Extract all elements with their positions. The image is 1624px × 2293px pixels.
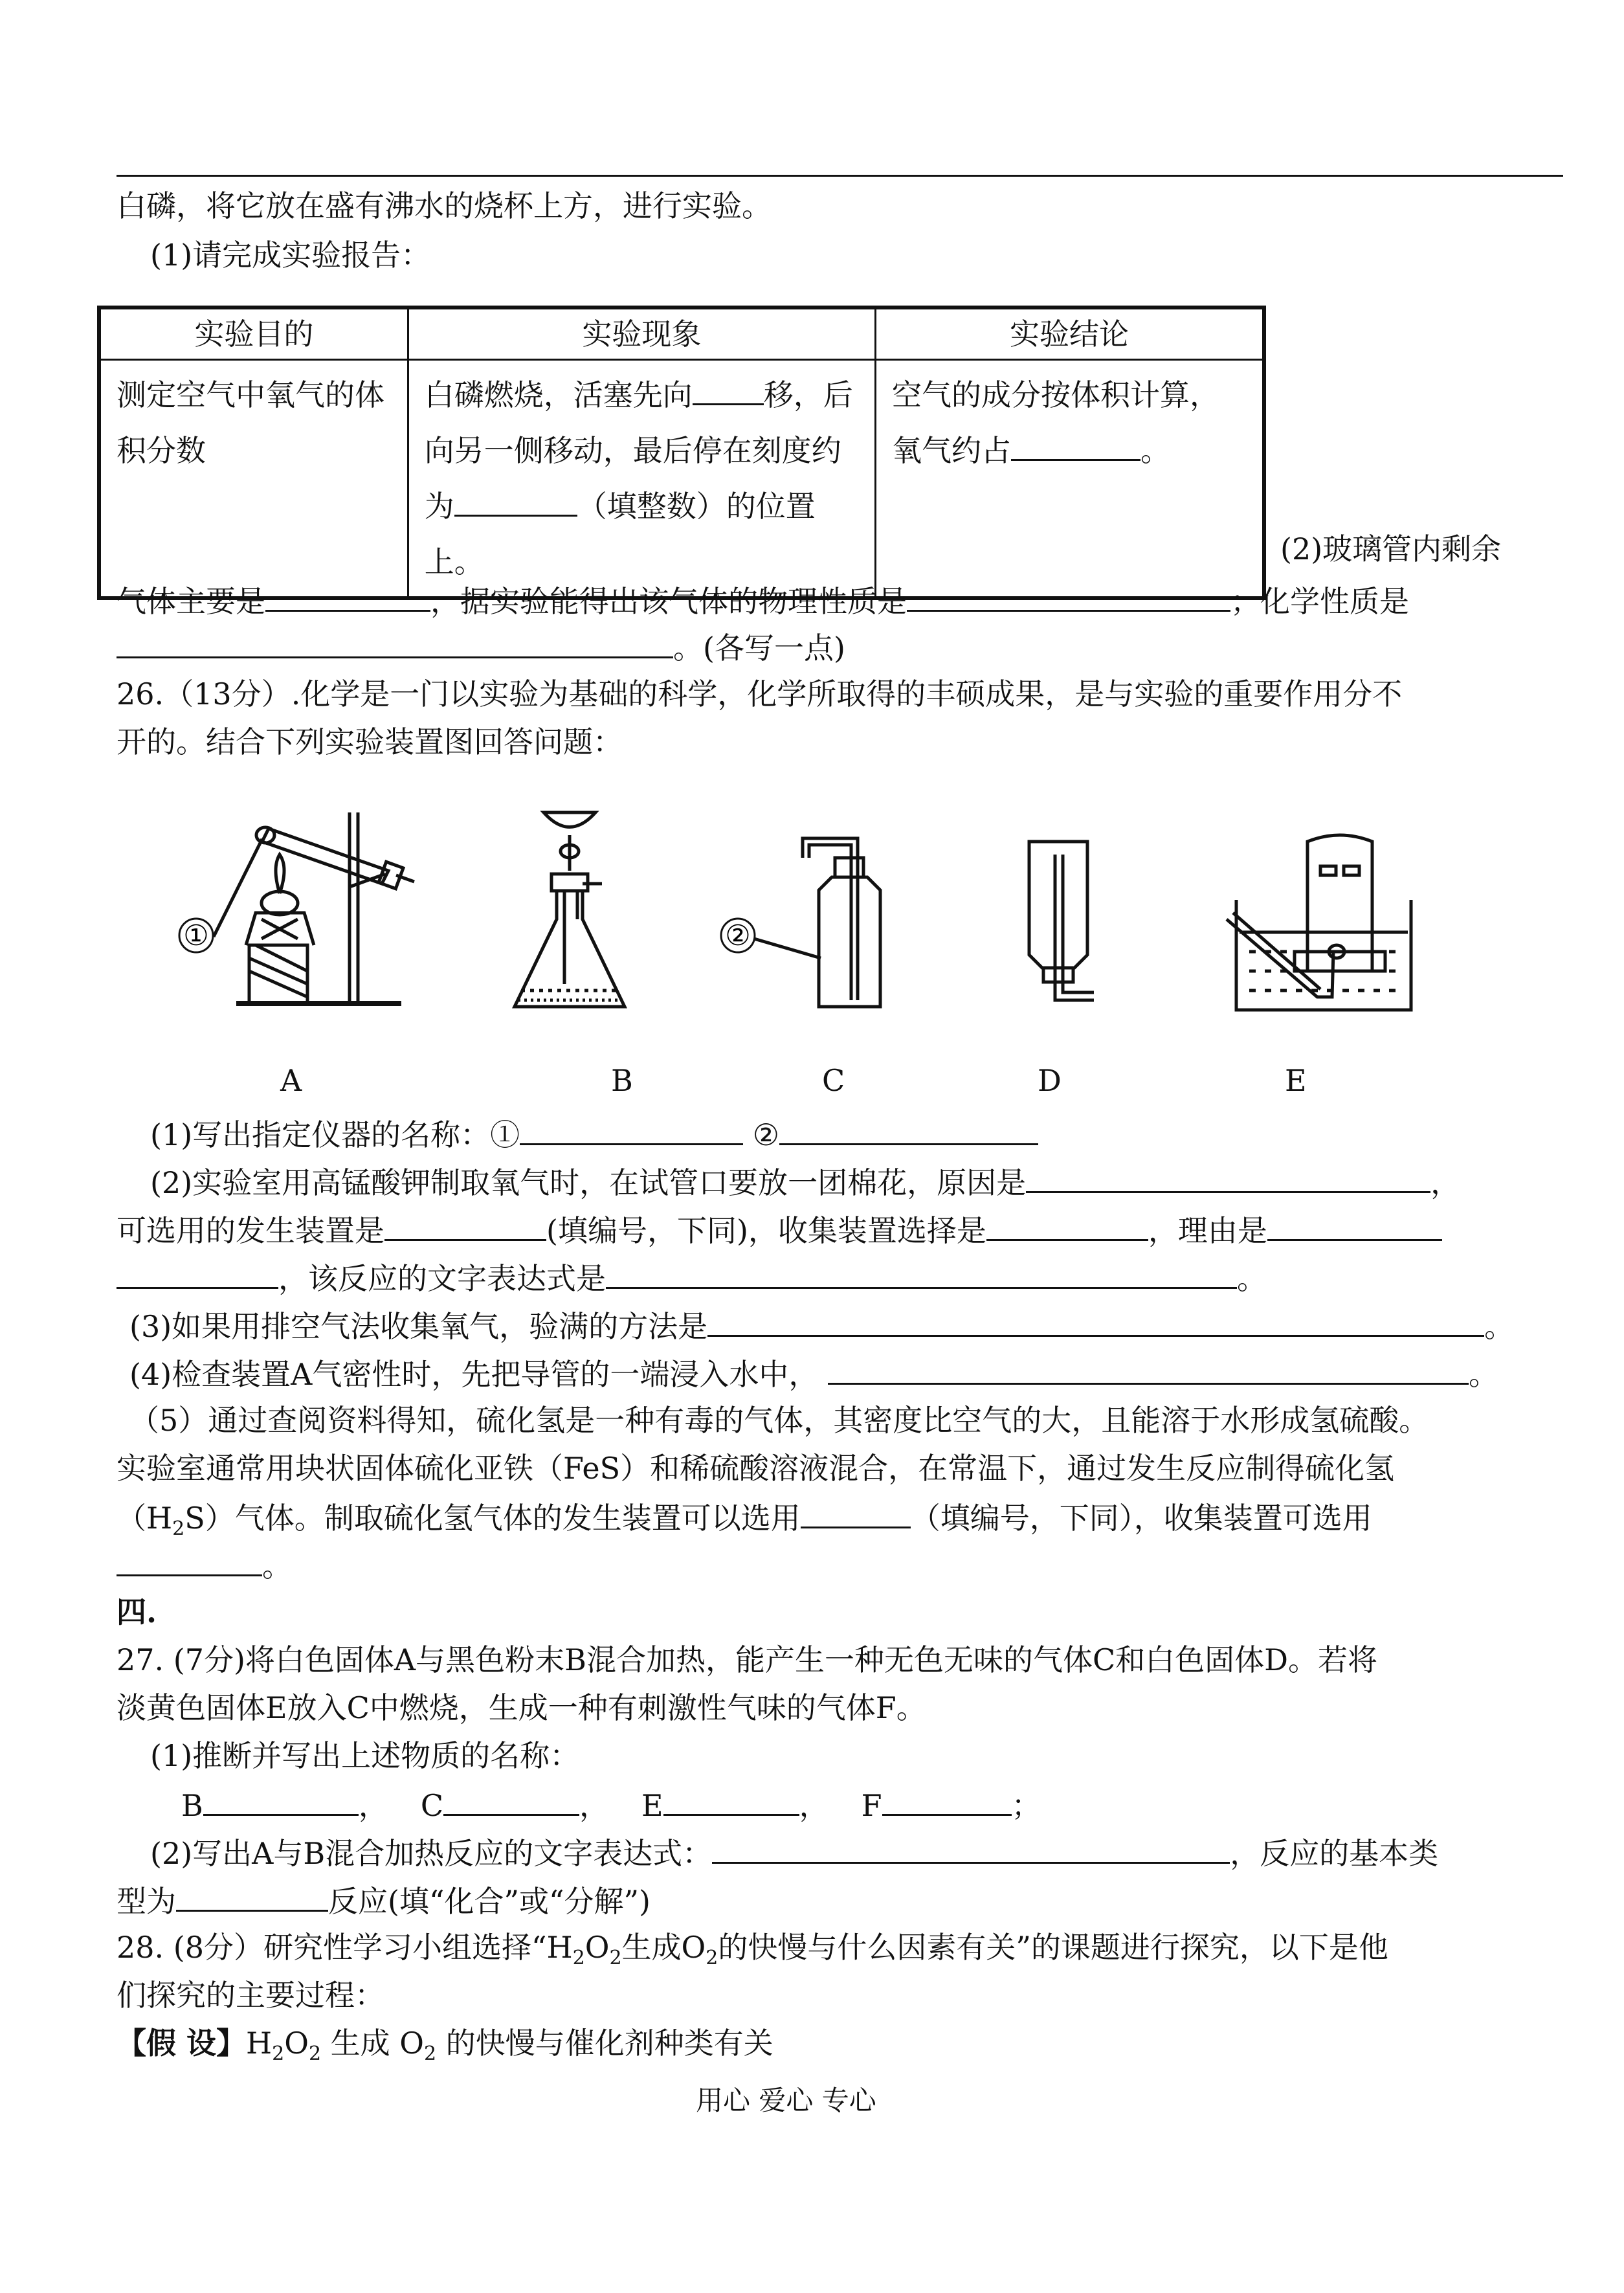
q27-stem-2: 淡黄色固体E放入C中燃烧，生成一种有刺激性气味的气体F。 [117,1690,926,1725]
q27-stem-1: 27. (7分)将白色固体A与黑色粉末B混合加热，能产生一种无色无味的气体C和白色固体D。若将 [117,1642,1378,1677]
header-phenomenon: 实验现象 [408,308,875,360]
blank-airtight-check[interactable] [828,1354,1469,1385]
label-d: D [1038,1063,1062,1098]
blank-h2s-collector[interactable] [117,1546,262,1576]
apparatus-e [1227,835,1411,1010]
q27-part-1-blanks: B ， C ， E ， F ； [181,1785,1041,1824]
q27-part-2b: 型为 反应(填“化合”或“分解”) [117,1881,651,1919]
label-c: C [822,1063,845,1098]
section-4-heading: 四. [117,1594,157,1629]
question-2-line: 气体主要是 ，据实验能得出该气体的物理性质是 ；化学性质是 [117,581,1409,620]
blank-e[interactable] [663,1785,799,1816]
q27-part-1: (1)推断并写出上述物质的名称： [150,1738,580,1773]
q26-part-2a: (2)实验室用高锰酸钾制取氧气时，在试管口要放一团棉花，原因是 ， [150,1163,1460,1201]
blank-reason-cont[interactable] [117,1258,278,1289]
q28-hypothesis: 【假 设】$H_2O_2$ 生成 $O_2$ 的快慢与催化剂种类有关 [117,2026,773,2066]
label-b: B [611,1063,633,1098]
blank-generator[interactable] [384,1211,546,1241]
question-2-start: (2)玻璃管内剩余 [1280,531,1502,566]
blank-b[interactable] [203,1785,359,1816]
blank-reason[interactable] [1267,1211,1442,1241]
apparatus-d [1029,842,1094,1000]
label-e: E [1285,1063,1307,1098]
header-purpose: 实验目的 [99,308,408,360]
question-1-prompt: (1)请完成实验报告： [150,238,431,273]
blank-reaction-type[interactable] [176,1881,328,1912]
phenomenon-text-3: （填整数）的位置上。 [424,489,816,579]
blank-instrument-1[interactable] [520,1115,743,1145]
q26-part-5c: $(H_2S)$气体。制取硫化氢气体的发生装置可以选用 （填编号，下同），收集装置可选用 [117,1498,1372,1547]
apparatus-c [754,838,880,1007]
apparatus-a [214,812,414,1003]
phenomenon-text-1: 白磷燃烧，活塞先向 [424,377,693,412]
blank-ab-equation[interactable] [712,1833,1230,1864]
blank-instrument-2[interactable] [779,1115,1038,1145]
blank-collector[interactable] [986,1211,1148,1241]
q26-part-4: (4)检查装置A气密性时，先把导管的一端浸入水中， 。 [129,1354,1498,1393]
blank-full-check[interactable] [707,1306,1484,1337]
q26-part-5d: 。 [117,1546,292,1584]
q27-part-2a: (2)写出A与B混合加热反应的文字表达式： ，反应的基本类 [150,1833,1438,1872]
q26-part-2b: 可选用的发生装置是 (填编号，下同)，收集装置选择是 ，理由是 [117,1211,1442,1249]
phenomenon-text-2: 移，后向另一侧移动，最后停在刻度约为 [424,377,853,524]
blank-c[interactable] [443,1785,579,1816]
blank-cotton-reason[interactable] [1026,1163,1430,1193]
q26-part-5b: 实验室通常用块状固体硫化亚铁（FeS）和稀硫酸溶液混合，在常温下，通过发生反应制得硫化氢 [117,1451,1395,1486]
q26-part-3: (3)如果用排空气法收集氧气，验满的方法是 。 [129,1306,1514,1345]
q28-stem-1: 28. (8分）研究性学习小组选择“$H_2O_2$生成$O_2$的快慢与什么因素有关”的课题进行探究，以下是他 [117,1930,1388,1970]
q26-stem-1: 26.（13分）.化学是一门以实验为基础的科学，化学所取得的丰硕成果，是与实验的重要作用分不 [117,677,1403,711]
blank-h2s-generator[interactable] [801,1498,911,1528]
conclusion-text-1: 空气的成分按体积计算，氧气约占 [891,377,1219,468]
blank-word-equation[interactable] [606,1258,1237,1289]
q28-stem-2: 们探究的主要过程： [117,1978,384,2013]
q26-part-2c: ，该反应的文字表达式是 。 [117,1258,1267,1297]
intro-line: 白磷，将它放在盛有沸水的烧杯上方，进行实验。 [117,188,772,223]
page-footer: 用心 爱心 专心 [696,2085,876,2116]
marker-2: ② [725,919,751,952]
apparatus-diagrams [0,0,1624,1101]
blank-f[interactable] [882,1785,1012,1816]
question-2-line-2: 。(各写一点) [117,628,845,666]
header-conclusion: 实验结论 [875,308,1264,360]
apparatus-b [515,812,625,1007]
label-a: A [280,1063,302,1098]
cell-purpose: 测定空气中氧气的体积分数 [99,360,408,599]
marker-1: ① [183,919,209,952]
conclusion-text-2: 。 [1140,433,1170,468]
q26-stem-2: 开的。结合下列实验装置图回答问题： [117,724,623,759]
q26-part-1: (1)写出指定仪器的名称：① ② [150,1115,1038,1153]
q26-part-5a: （5）通过查阅资料得知，硫化氢是一种有毒的气体，其密度比空气的大，且能溶于水形成氢硫酸。 [129,1403,1429,1438]
